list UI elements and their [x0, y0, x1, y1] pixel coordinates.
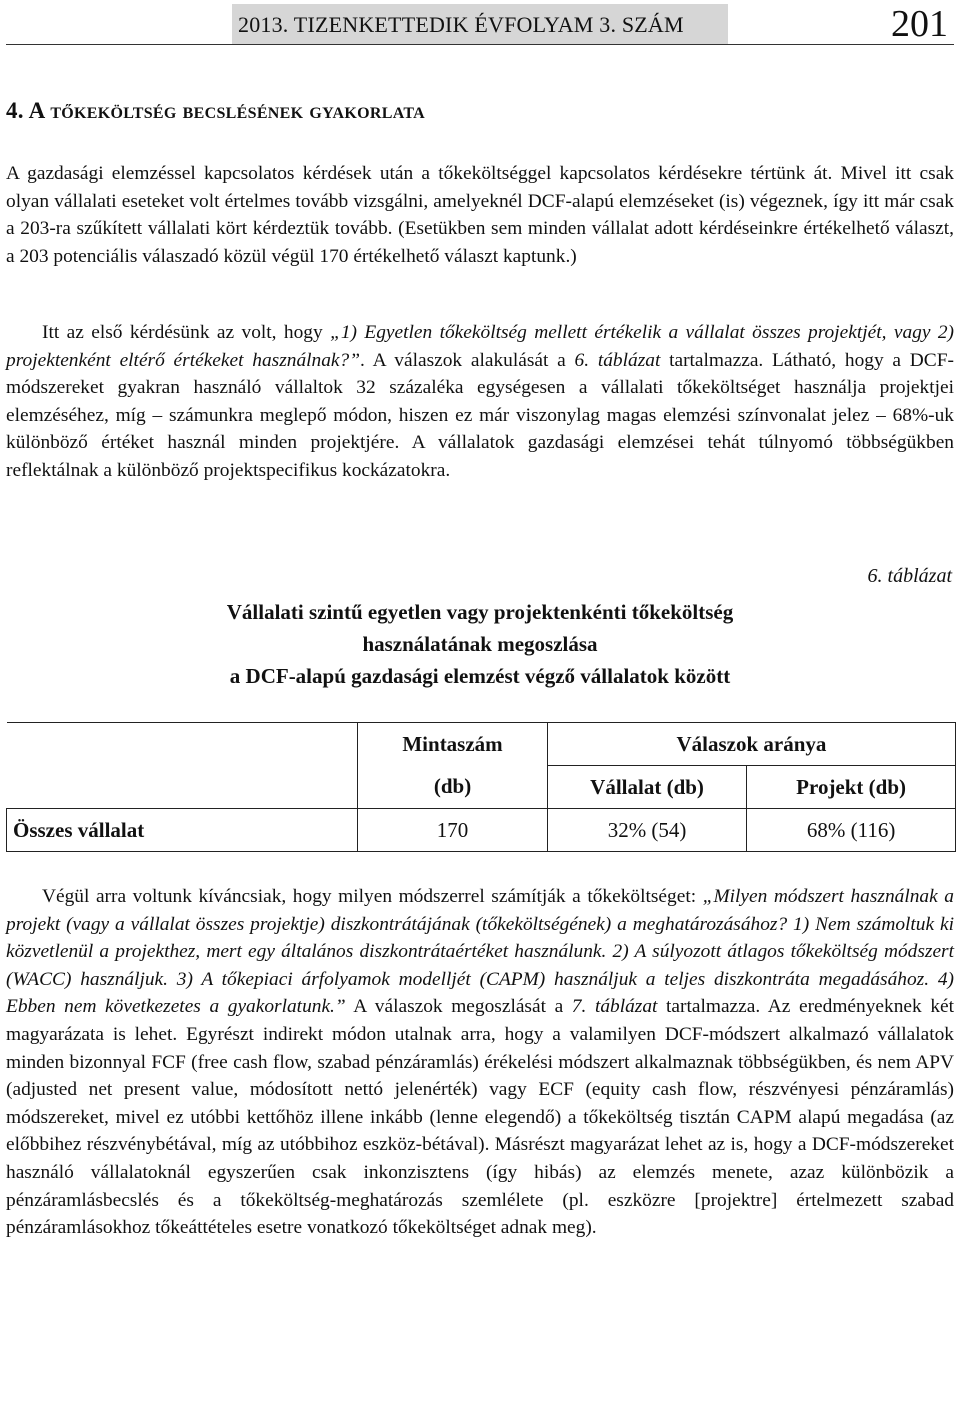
journal-issue-header: 2013. TIZENKETTEDIK ÉVFOLYAM 3. SZÁM — [238, 12, 684, 37]
question-quote: „1) Egyetlen tőkeköltség mellett értékelik a vállalat összes projektjét, vagy 2) projektenként eltérő értékeket használnak?” — [6, 322, 954, 371]
table-title-line: Vállalati szintű egyetlen vagy projektenkénti tőkeköltség — [226, 600, 734, 624]
table-label: 6. táblázat — [867, 565, 952, 587]
table-corner-cell — [7, 723, 358, 809]
text-run: tartalmazza. Látható, hogy a DCF-módszereket gyakran használó vállaltok 32 százaléka egységesen a vállalati tőkeköltséget használja projektjei elemzéséhez, míg – számunkra meglepő módon, hiszen ez már viszonylag magas elemzési színvonalat jelez – 68%-uk különböző értéket használ minden projektjére. A vállalatok gazdasági elemzései tehát túlnyomó többségükben reflektálnak a különböző projektspecifikus kockázatokra. — [6, 349, 954, 481]
results-table — [6, 722, 956, 852]
paragraph-second-question — [6, 883, 954, 1242]
text-run: Itt az első kérdésünk az volt, hogy — [42, 322, 331, 343]
text-run: A válaszok megoszlását a — [345, 996, 572, 1018]
paragraph-first-question-text — [6, 319, 954, 485]
col-answers-header: Válaszok aránya — [547, 723, 955, 766]
table-title — [100, 596, 860, 692]
text-run: Végül arra voltunk kíváncsiak, hogy milyen módszerrel számítják a tőkeköltséget: — [42, 886, 703, 907]
table-reference: 7. táblázat — [571, 996, 658, 1018]
text-run: . A válaszok alakulását a — [360, 349, 575, 371]
paragraph-second-question-text — [6, 883, 954, 1242]
row-sample-value: 170 — [358, 809, 548, 852]
table-title-line: a DCF-alapú gazdasági elemzést végző vállalatok között — [229, 664, 731, 688]
row-label: Összes vállalat — [7, 809, 358, 852]
col-sample-unit: (db) — [358, 766, 548, 809]
col-company-header: Vállalat (db) — [547, 766, 746, 809]
col-project-header: Projekt (db) — [747, 766, 956, 809]
table-row — [7, 809, 956, 852]
paragraph-intro — [6, 160, 954, 270]
row-company-value: 32% (54) — [547, 809, 746, 852]
page-number: 201 — [891, 3, 948, 45]
paragraph-first-question — [6, 319, 954, 485]
row-project-value: 68% (116) — [747, 809, 956, 852]
header-rule — [6, 44, 954, 45]
text-run: tartalmazza. Az eredményeknek két magyarázata is lehet. Egyrészt indirekt módon utalnak arra, hogy a valamilyen DCF-módszert alkalmazó vállalatok minden bizonnyal FCF (free cash flow, szabad pénzáramlás) érékelési módszert alkalmaznak többségükben, és nem APV (adjusted net present value, módosított nettó jelenérték) vagy ECF (equity cash flow, részvényesi pénzáramlás) módszereket, mivel ez utóbbi kettőhöz illene inkább (lenne elegendő) a tőkeköltség tisztán CAPM alapú megadása (az előbbihez részvénybétával, míg az utóbbihoz eszköz-bétával). Másrészt magyarázat lehet az is, hogy a DCF-módszereket használó vállalatoknál egyszerűen csak inkonzisztens (így hibás) az elemzés menete, azaz különbözik a pénzáramlásbecslés és a tőkeköltség-meghatározás szemlélete (pl. eszközre [projektre] értelmezett szabad pénzáramlásokhoz tőkeáttételes esetre vonatkozó tőkeköltséget adnak meg). — [6, 996, 955, 1239]
question-quote: „Milyen módszert használnak a projekt (vagy a vállalat összes projektje) diszkontrátájának (tőkeköltségének) a meghatározásához? 1) Nem számoltuk ki közvetlenül a projekthez, mert egy általános diszkontrátaértéket használunk. 2) A súlyozott átlagos tőkeköltség módszert (WACC) használjuk. 3) A tőkepiaci árfolyamok modelljét (CAPM) használjuk a teljes diszkontráta megadásához. 4) Ebben nem következetes a gyakorlatunk.” — [6, 886, 954, 1018]
table-reference: 6. táblázat — [574, 349, 661, 371]
paragraph-intro-text: A gazdasági elemzéssel kapcsolatos kérdések után a tőkeköltséggel kapcsolatos kérdésekre tértünk át. Mivel itt csak olyan vállalati eseteket volt értelmes tovább vizsgálni, amelyeknél DCF-alapú elemzéseket (is) végeznek, így itt már csak a 203-ra szűkített vállalati kört kérdeztük tovább. (Esetükben sem minden vállalat adott kérdéseinkre értékelhető választ, a 203 potenciális válaszadó közül végül 170 értékelhető választ kaptunk.) — [6, 163, 954, 267]
table-header-row — [7, 723, 956, 766]
col-sample-header: Mintaszám — [358, 723, 548, 766]
section-title: 4. A tőkeköltség becslésének gyakorlata — [6, 98, 426, 123]
table-title-line: használatának megoszlása — [362, 632, 598, 656]
